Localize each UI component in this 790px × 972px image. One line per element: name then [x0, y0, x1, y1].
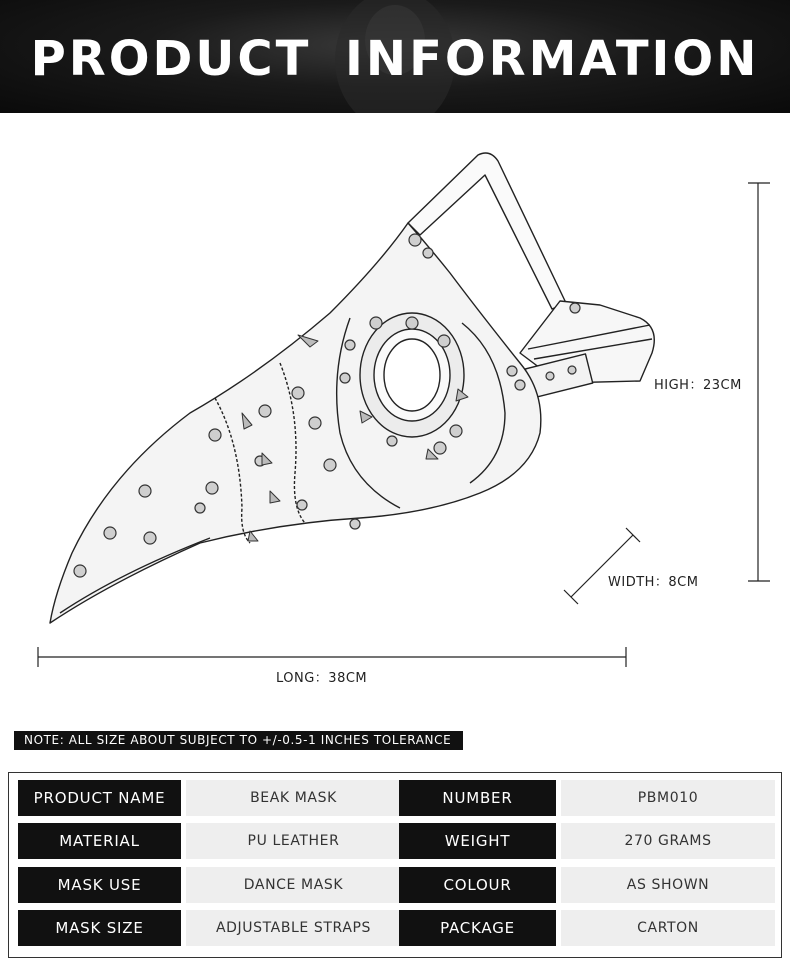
spec-label: NUMBER: [399, 780, 556, 816]
spec-value: DANCE MASK: [186, 867, 401, 903]
header-banner: [0, 0, 790, 113]
mask-diagram: [0, 113, 790, 723]
spec-label: MASK SIZE: [18, 910, 181, 946]
mask-illustration: [0, 113, 790, 723]
long-dimension-label: LONG：38CM: [276, 671, 368, 686]
spec-value: 270 GRAMS: [561, 823, 775, 859]
spec-value: ADJUSTABLE STRAPS: [186, 910, 401, 946]
spec-value: PU LEATHER: [186, 823, 401, 859]
spec-label: WEIGHT: [399, 823, 556, 859]
spec-value: CARTON: [561, 910, 775, 946]
spec-label: PRODUCT NAME: [18, 780, 181, 816]
spec-label: PACKAGE: [399, 910, 556, 946]
high-dimension-label: HIGH：23CM: [654, 378, 742, 393]
spec-label: MATERIAL: [18, 823, 181, 859]
page-title: PRODUCT INFORMATION: [30, 31, 760, 87]
spec-value: BEAK MASK: [186, 780, 401, 816]
spec-label: COLOUR: [399, 867, 556, 903]
spec-label: MASK USE: [18, 867, 181, 903]
tolerance-note: NOTE: ALL SIZE ABOUT SUBJECT TO +/-0.5-1 INCHES TOLERANCE: [14, 731, 463, 750]
spec-value: PBM010: [561, 780, 775, 816]
spec-value: AS SHOWN: [561, 867, 775, 903]
width-dimension-label: WIDTH：8CM: [608, 575, 699, 590]
spec-table: [8, 772, 782, 958]
